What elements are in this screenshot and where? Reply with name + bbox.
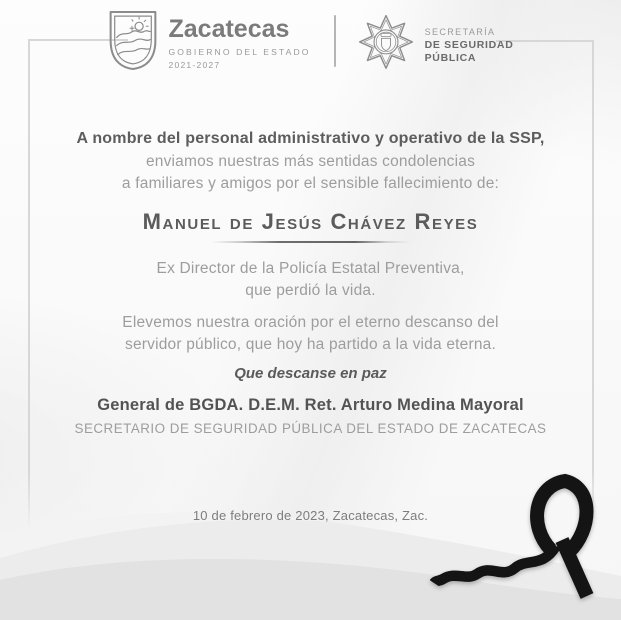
state-subtitle: GOBIERNO DEL ESTADO: [168, 47, 311, 57]
intro-line-bold: A nombre del personal administrativo y operativo de la SSP,: [76, 130, 545, 147]
deceased-name: Manuel de Jesús Chávez Reyes: [142, 209, 479, 234]
role-line-2: que perdió la vida.: [245, 282, 376, 299]
header: [0, 10, 621, 72]
ssp-logo-text: [425, 10, 514, 64]
prayer-line-1: Elevemos nuestra oración por el eterno descanso del: [122, 314, 499, 331]
ssp-title-line2: DE SEGURIDAD: [424, 39, 514, 51]
zacatecas-logo-text: [168, 10, 310, 70]
zacatecas-logo: [107, 10, 310, 71]
role-line-1: Ex Director de la Policía Estatal Preventiva,: [156, 260, 465, 277]
date-place: 10 de febrero de 2023, Zacatecas, Zac.: [192, 508, 429, 523]
prayer-line-2: servidor público, que hoy ha partido a la vida eterna.: [125, 336, 496, 353]
ssp-title-line1: SECRETARÍA: [424, 27, 496, 37]
police-star-icon: [357, 10, 415, 72]
signatory-title: SECRETARIO DE SEGURIDAD PÚBLICA DEL ESTADO DE ZACATECAS: [74, 421, 547, 436]
intro-line-2: enviamos nuestras más sentidas condolencias: [145, 153, 476, 170]
state-name: Zacatecas: [168, 15, 290, 43]
farewell-text: Que descanse en paz: [234, 365, 387, 382]
ssp-title-line3: PÚBLICA: [424, 52, 477, 64]
name-underline: [211, 241, 411, 243]
signatory-name: General de BGDA. D.E.M. Ret. Arturo Medina Mayoral: [97, 396, 524, 414]
ssp-logo: [357, 10, 514, 72]
zacatecas-shield-icon: [107, 10, 159, 71]
mourning-ribbon-icon: [430, 468, 608, 613]
state-period: 2021-2027: [168, 60, 221, 70]
intro-line-3: a familiares y amigos por el sensible fallecimiento de:: [121, 175, 500, 192]
header-divider: [334, 15, 336, 67]
